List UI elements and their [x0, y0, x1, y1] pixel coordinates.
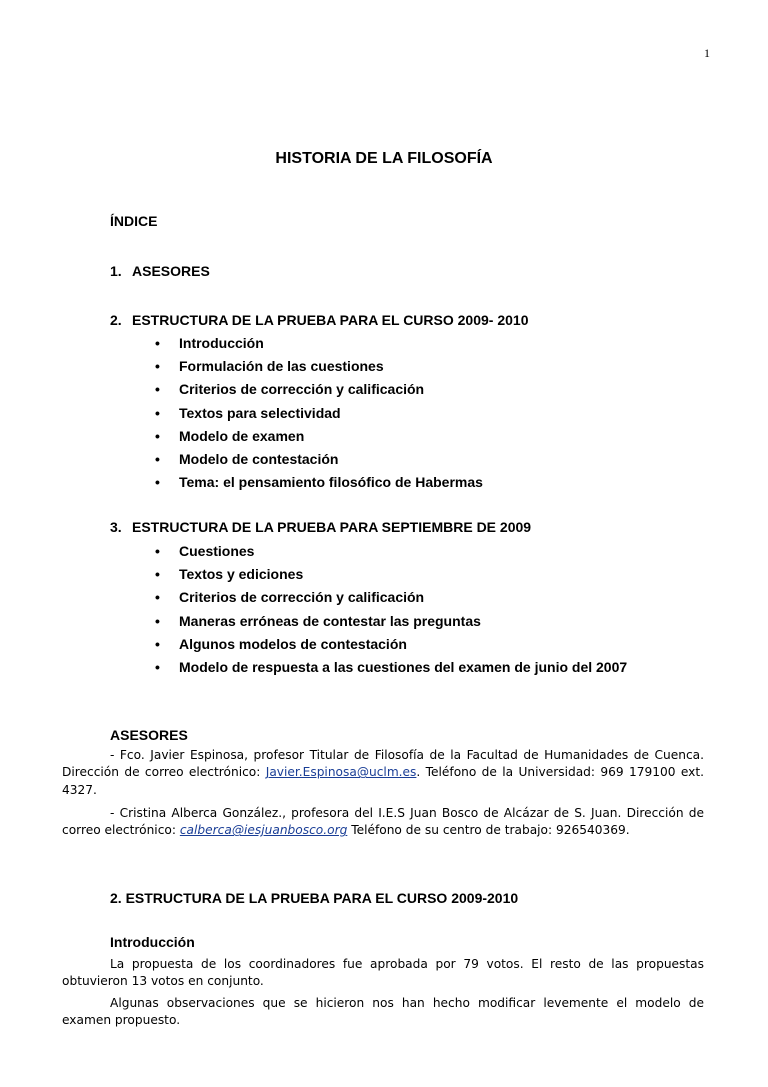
list-item: • Textos y ediciones: [155, 566, 304, 583]
toc-section-3-number: 3.: [110, 519, 122, 535]
index-heading: ÍNDICE: [110, 213, 158, 229]
list-item: • Algunos modelos de contestación: [155, 635, 407, 652]
list-item: • Introducción: [155, 335, 264, 351]
toc-section-1-label: ASESORES: [132, 263, 210, 279]
bullet-icon: •: [155, 450, 160, 467]
list-item: • Textos para selectividad: [155, 404, 341, 421]
email-link-alberca[interactable]: calberca@iesjuanbosco.org: [179, 823, 348, 838]
bullet-icon: •: [155, 658, 160, 675]
toc-section-2: [110, 312, 528, 328]
asesor-paragraph-2: - Cristina Alberca González., profesora del I.E.S Juan Bosco de Alcázar de S. Juan. Dirección de correo electrónico: calberca@iesjuanbosco.org Teléfono de su centro de trabajo: 926540369.: [62, 806, 704, 838]
bullet-icon: •: [155, 474, 160, 491]
list-item: • Maneras erróneas de contestar las preguntas: [155, 612, 481, 629]
toc-section-2-number: 2.: [110, 312, 122, 328]
list-item: • Criterios de corrección y calificación: [155, 589, 425, 606]
list-item: • Cuestiones: [155, 543, 255, 559]
asesores-heading: ASESORES: [110, 727, 188, 743]
toc-section-2-label: ESTRUCTURA DE LA PRUEBA PARA EL CURSO 2009- 2010: [132, 312, 529, 328]
toc-section-1: [110, 263, 210, 279]
toc-section-3: [110, 519, 531, 535]
document-title: HISTORIA DE LA FILOSOFÍA: [275, 150, 493, 167]
introduccion-subheading: Introducción: [110, 934, 195, 950]
section-2-heading: 2. ESTRUCTURA DE LA PRUEBA PARA EL CURSO 2009-2010: [110, 890, 519, 906]
list-item: • Modelo de contestación: [155, 450, 339, 467]
page-number: 1: [704, 46, 710, 60]
bullet-icon: •: [155, 381, 160, 398]
introduccion-paragraph-1: La propuesta de los coordinadores fue aprobada por 79 votos. El resto de las propuestas obtuvieron 13 votos en conjunto.: [62, 957, 704, 989]
bullet-icon: •: [155, 358, 160, 375]
bullet-icon: •: [155, 427, 160, 444]
bullet-icon: •: [155, 635, 160, 652]
list-item: • Modelo de examen: [155, 427, 305, 444]
introduccion-paragraph-2: Algunas observaciones que se hicieron nos han hecho modificar levemente el modelo de examen propuesto.: [62, 996, 704, 1028]
bullet-icon: •: [155, 566, 160, 583]
toc-section-2-list: [155, 334, 483, 496]
list-item: • Tema: el pensamiento filosófico de Habermas: [155, 474, 483, 491]
asesor-paragraph-1: - Fco. Javier Espinosa, profesor Titular de Filosofía de la Facultad de Humanidades de Cuenca. Dirección de correo electrónico: Javier.Espinosa@uclm.es. Teléfono de la Universidad: 969 179100 ext. 4327.: [62, 748, 705, 797]
bullet-icon: •: [155, 543, 160, 559]
toc-section-1-number: 1.: [110, 263, 122, 279]
bullet-icon: •: [155, 335, 160, 351]
list-item: • Criterios de corrección y calificación: [155, 381, 425, 398]
bullet-icon: •: [155, 404, 160, 421]
toc-section-3-label: ESTRUCTURA DE LA PRUEBA PARA SEPTIEMBRE DE 2009: [132, 519, 532, 535]
email-link-espinosa[interactable]: Javier.Espinosa@uclm.es: [265, 765, 417, 780]
bullet-icon: •: [155, 589, 160, 606]
list-item: • Modelo de respuesta a las cuestiones del examen de junio del 2007: [155, 658, 628, 675]
toc-section-3-list: [155, 542, 627, 681]
bullet-icon: •: [155, 612, 160, 629]
list-item: • Formulación de las cuestiones: [155, 358, 384, 375]
